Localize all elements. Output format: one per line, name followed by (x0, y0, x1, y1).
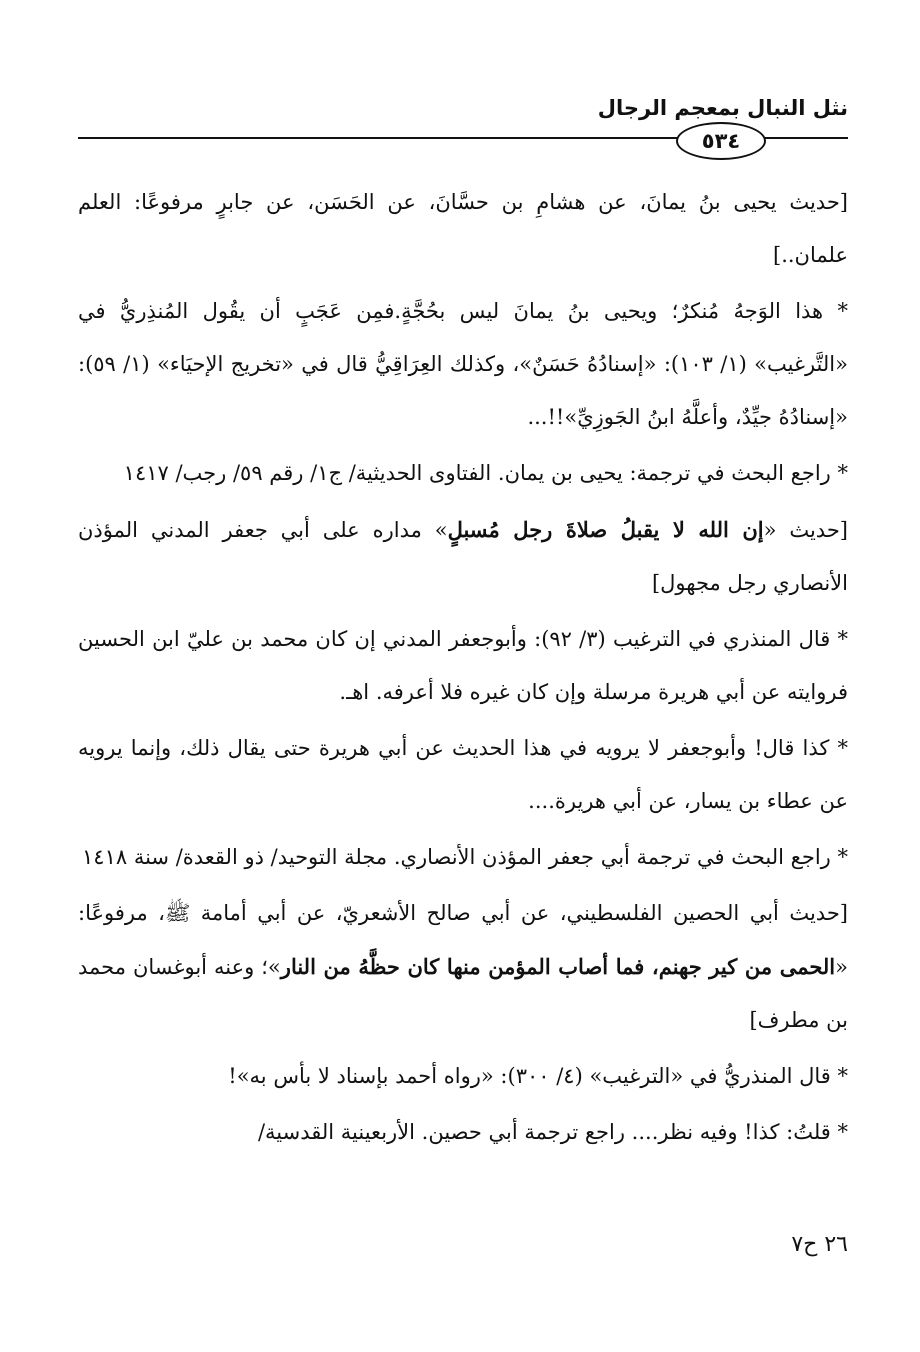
paragraph-5: * قال المنذري في الترغيب (٣/ ٩٢): وأبوجعفر المدني إن كان محمد بن عليّ ابن الحسين فروايته عن أبي هريرة مرسلة وإن كان غيره فلا أعرفه. اهـ. (78, 627, 849, 704)
hadith-text-bold: إن الله لا يقبلُ صلاةَ رجل مُسبلٍ (447, 517, 764, 542)
paragraph-2: * هذا الوَجهُ مُنكرٌ؛ ويحيى بنُ يمانَ ليس بحُجَّةٍ.فمِن عَجَبٍ أن يقُول المُنذِريُّ في «التَّرغيب» (١/ ١٠٣): «إسنادُهُ حَسَنٌ»، وكذلك العِرَاقِيُّ قال في «تخريج الإحيَاء» (١/ ٥٩): «إسنادُهُ جيِّدٌ، وأعلَّهُ ابنُ الجَوزِيِّ»!!... (78, 299, 848, 429)
paragraph-8-lead: [حديث أبي الحصين الفلسطيني، عن أبي صالح الأشعريّ، عن أبي أمامة ﷺ، مرفوعًا: « (78, 901, 849, 979)
paragraph-9: * قال المنذريُّ في «الترغيب» (٤/ ٣٠٠): «رواه أحمد بإسناد لا بأس به»! (228, 1064, 848, 1088)
paragraph-6: * كذا قال! وأبوجعفر لا يرويه في هذا الحديث عن أبي هريرة حتى يقال ذلك، وإنما يرويه عن عطاء بن يسار، عن أبي هريرة.... (78, 736, 848, 813)
paragraph-4 (78, 503, 848, 610)
body-text (78, 176, 848, 1159)
page-number: ٥٣٤ (676, 122, 766, 160)
paragraph-4-tail: » مداره على أبي جعفر المدني المؤذن الأنصاري رجل مجهول] (78, 518, 848, 595)
running-header-title: نثل النبال بمعجم الرجال (597, 96, 848, 120)
paragraph-10: * قلتُ: كذا! وفيه نظر.... راجع ترجمة أبي حصين. الأربعينية القدسية/ (257, 1120, 848, 1144)
paragraph-3: * راجع البحث في ترجمة: يحيى بن يمان. الفتاوى الحديثية/ ج١/ رقم ٥٩/ رجب/ ١٤١٧ (123, 461, 848, 485)
paragraph-1: [حديث يحيى بنُ يمانَ، عن هشامِ بن حسَّانَ، عن الحَسَن، عن جابرٍ مرفوعًا: العلم علمان..] (78, 190, 848, 267)
paragraph-4-lead: [حديث « (763, 518, 848, 542)
paragraph-7: * راجع البحث في ترجمة أبي جعفر المؤذن الأنصاري. مجلة التوحيد/ ذو القعدة/ سنة ١٤١٨ (82, 845, 848, 869)
hadith-text-bold-2: الحمى من كير جهنم، فما أصاب المؤمن منها كان حظَّهُ من النار (280, 954, 836, 979)
paragraph-8 (78, 887, 848, 1047)
printer-signature: ٢٦ ح٧ (791, 1232, 848, 1257)
paragraph-8-tail: »؛ وعنه أبوغسان محمد بن مطرف] (78, 955, 848, 1032)
